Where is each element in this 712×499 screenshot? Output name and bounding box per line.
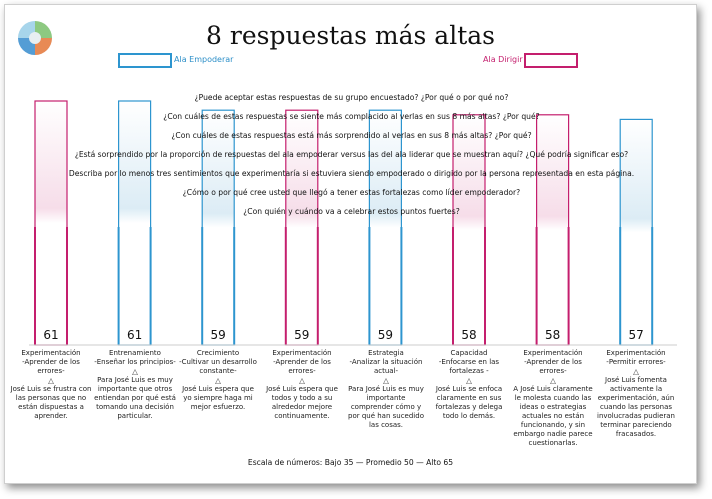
bar-3 (202, 110, 234, 345)
legend-empoderar-label: Ala Empoderar (174, 55, 234, 64)
triangle-icon: △ (383, 376, 389, 385)
category-title: Experimentación (272, 349, 332, 357)
category-label (94, 349, 176, 421)
scale-footnote: Escala de números: Bajo 35 — Promedio 50 — Alto 65 (247, 458, 454, 467)
category-label (10, 349, 92, 421)
category-description: José Luis se enfoca claramente en sus fortalezas y delega todo lo demás. (435, 385, 503, 420)
value-label-5: 59 (377, 328, 394, 342)
question-3: ¿Con cuáles de estas respuestas está más sorprendido al verlas en sus 8 más altas? ¿Por qué? (171, 131, 532, 140)
category-description: Para José Luis es muy importante que otros entiendan por qué está tomando una decisión particular. (94, 376, 176, 420)
category-subtitle: -Aprender de los errores- (524, 358, 582, 375)
triangle-icon: △ (48, 376, 54, 385)
triangle-icon: △ (633, 367, 639, 376)
category-description: A José Luis claramente le molesta cuando las ideas o estrategias actuales no están funcionando, y sin embargo nadie parece cuestionarlas. (513, 385, 593, 447)
value-label-8: 57 (628, 328, 644, 342)
category-title: Experimentación (523, 349, 583, 357)
question-4: ¿Está sorprendido por la proporción de respuestas del ala empoderar versus las del ala liderar que se muestran aquí? ¿Qué podría significar eso? (74, 150, 629, 159)
category-subtitle: -Aprender de los errores- (22, 358, 80, 375)
category-label (512, 349, 594, 448)
question-6: ¿Cómo o por qué cree usted que llegó a tener estas fortalezas como líder empoderador? (182, 188, 521, 197)
question-5: Describa por lo menos tres sentimientos que experimentaría si estuviera siendo empoderado o dirigido por la persona representada en esta página. (68, 169, 635, 178)
triangle-icon: △ (466, 376, 472, 385)
question-2: ¿Con cuáles de estas respuestas se siente más complacido al verlas en sus 8 más altas? ¿Por qué? (163, 112, 540, 121)
category-label (345, 349, 427, 430)
value-label-1: 61 (43, 328, 59, 342)
category-title: Experimentación (21, 349, 81, 357)
category-description: Para José Luis es muy importante comprender cómo y por qué han sucedido las cosas. (348, 385, 424, 429)
category-title: Capacidad (450, 349, 488, 357)
category-description: José Luis espera que yo siempre haga mi mejor esfuerzo. (182, 385, 254, 411)
category-label (261, 349, 343, 421)
legend-dirigir-label: Ala Dirigir (483, 55, 523, 64)
triangle-icon: △ (550, 376, 556, 385)
question-1: ¿Puede aceptar estas respuestas de su grupo encuestado? ¿Por qué o por qué no? (194, 93, 509, 102)
page-title: 8 respuestas más altas (206, 21, 495, 50)
category-subtitle: -Analizar la situación actual- (349, 358, 423, 375)
triangle-icon: △ (132, 367, 138, 376)
bar-4 (286, 110, 318, 345)
bar-5 (369, 110, 401, 345)
report-page (4, 4, 697, 484)
category-description: José Luis fomenta activamente la experimentación, aún cuando las personas involucradas pudieran terminar pareciendo fracasados. (597, 376, 675, 438)
category-description: José Luis espera que todos y todo a su alrededor mejore continuamente. (266, 385, 338, 420)
category-subtitle: -Enseñar los principios- (94, 358, 176, 366)
triangle-icon: △ (215, 376, 221, 385)
category-label (177, 349, 259, 412)
category-title: Entrenamiento (109, 349, 161, 357)
category-label (428, 349, 510, 421)
category-title: Estrategia (368, 349, 404, 357)
value-label-4: 59 (294, 328, 310, 342)
value-label-3: 59 (210, 328, 226, 342)
category-subtitle: -Aprender de los errores- (273, 358, 331, 375)
category-label (595, 349, 677, 439)
value-label-2: 61 (126, 328, 143, 342)
category-description: José Luis se frustra con las personas que no están dispuestas a aprender. (10, 385, 92, 420)
question-7: ¿Con quién y cuándo va a celebrar estos puntos fuertes? (243, 207, 460, 216)
category-subtitle: -Enfocarse en las fortalezas - (438, 358, 500, 375)
triangle-icon: △ (299, 376, 305, 385)
category-title: Experimentación (606, 349, 666, 357)
category-title: Crecimiento (196, 349, 240, 357)
value-label-6: 58 (461, 328, 477, 342)
value-label-7: 58 (544, 328, 561, 342)
category-subtitle: -Permitir errores- (606, 358, 666, 366)
category-subtitle: -Cultivar un desarrollo constante- (179, 358, 257, 375)
